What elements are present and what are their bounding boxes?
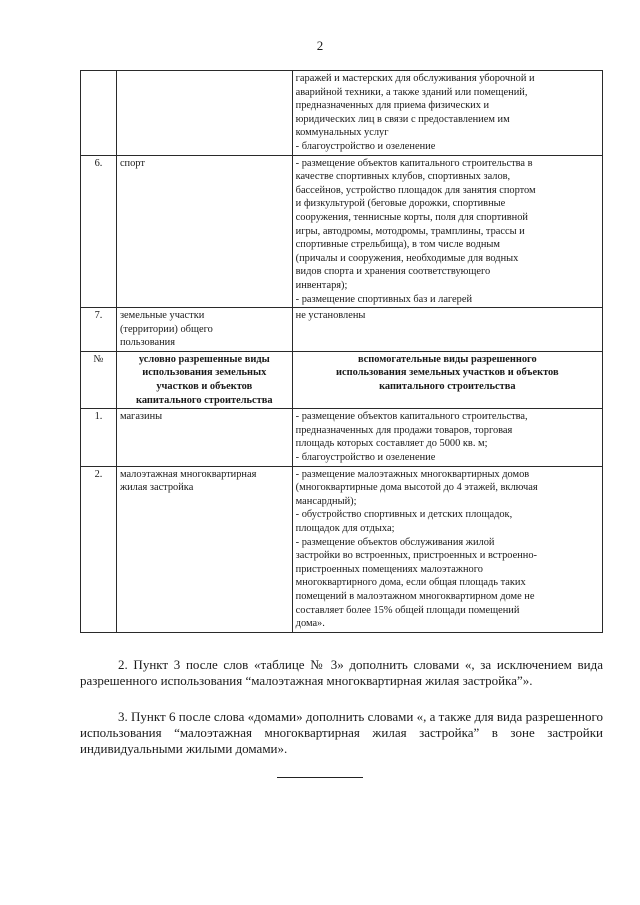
use-type-description-line: и физкультурой (беговые дорожки, спортивные: [295, 198, 506, 210]
use-type-name-line: условно разрешенные виды: [138, 353, 270, 365]
use-type-description-line: не установлены: [295, 310, 366, 322]
use-type-description-line: - размещение спортивных баз и лагерей: [295, 293, 473, 305]
use-type-name: [116, 466, 292, 632]
table-row: [81, 71, 603, 156]
use-type-description: [292, 351, 602, 408]
table-row: [81, 409, 603, 466]
use-type-description-line: юридических лиц в связи с предоставлением им: [295, 113, 510, 125]
use-type-description-line: качестве спортивных клубов, спортивных залов,: [295, 171, 511, 183]
use-type-description-line: спортивные стрельбища), в том числе водным: [295, 239, 500, 251]
use-type-description-line: капитального строительства: [379, 381, 516, 393]
use-type-description-line: - обустройство спортивных и детских площадок,: [295, 509, 513, 521]
use-type-description-line: сооружения, теннисные корты, поля для спортивной: [295, 211, 528, 223]
paragraph-3: [80, 709, 603, 757]
use-type-name-line: земельные участки: [119, 310, 205, 322]
use-type-description-line: многоквартирного дома, если общая площадь таких: [295, 577, 526, 589]
table-row: [81, 466, 603, 632]
use-type-description-line: - размещение объектов капитального строительства,: [295, 411, 528, 423]
use-type-description-line: предназначенных для приема физических и: [295, 100, 490, 112]
use-type-description: [292, 155, 602, 308]
use-type-description-line: - размещение объектов обслуживания жилой: [295, 536, 495, 548]
use-type-description-line: вспомогательные виды разрешенного: [357, 353, 537, 365]
row-number: 6.: [81, 155, 117, 308]
use-type-name: [116, 71, 292, 156]
use-type-name-line: жилая застройка: [119, 482, 194, 494]
row-number: 1.: [81, 409, 117, 466]
use-type-name: [116, 351, 292, 408]
page-number: 2: [316, 38, 324, 53]
use-type-name-line: малоэтажная многоквартирная: [119, 468, 257, 480]
use-type-name-line: магазины: [119, 411, 163, 423]
use-type-name-line: использования земельных: [142, 367, 267, 379]
use-type-description-line: - благоустройство и озеленение: [295, 452, 436, 464]
use-type-description-line: застройки во встроенных, пристроенных и встроенно-: [295, 550, 537, 562]
use-type-description: [292, 409, 602, 466]
use-type-description-line: помещений в малоэтажном многоквартирном доме не: [295, 590, 535, 602]
paragraph-2-text: 2. Пункт 3 после слов «таблице № 3» дополнить словами «, за исключением вида разрешенного использования “малоэтажная многоквартирная жилая застройка”».: [80, 657, 603, 688]
row-number: 2.: [81, 466, 117, 632]
use-type-name: [116, 155, 292, 308]
use-type-description-line: (многоквартирные дома высотой до 4 этажей, включая: [295, 482, 538, 494]
paragraph-2: [80, 657, 603, 689]
paragraph-3-text: 3. Пункт 6 после слова «домами» дополнить словами «, а также для вида разрешенного использования “малоэтажная многоквартирная жилая застройка” в зоне застройки индивидуальными жилыми домами».: [80, 709, 603, 756]
use-type-description-line: бассейнов, устройство площадок для занятия спортом: [295, 184, 536, 196]
use-type-name: [116, 308, 292, 352]
use-type-description-line: площадок для отдыха;: [295, 523, 395, 534]
use-type-name: [116, 409, 292, 466]
use-type-description: [292, 308, 602, 352]
use-type-description-line: - размещение объектов капитального строительства в: [295, 157, 533, 169]
use-type-description: [292, 71, 602, 156]
table-header-row: [81, 351, 603, 408]
use-type-description-line: инвентаря);: [295, 279, 348, 291]
separator-line: [277, 777, 363, 778]
use-type-description-line: аварийной техники, а также зданий или помещений,: [295, 86, 528, 98]
table-row: [81, 155, 603, 308]
use-type-description-line: - благоустройство и озеленение: [295, 140, 436, 152]
use-type-description-line: - размещение малоэтажных многоквартирных домов: [295, 468, 530, 480]
use-type-description-line: гаражей и мастерских для обслуживания уборочной и: [295, 73, 535, 84]
table-row: [81, 308, 603, 352]
row-number: 7.: [81, 308, 117, 352]
row-number: №: [81, 351, 117, 408]
use-type-description-line: использования земельных участков и объектов: [336, 367, 559, 379]
use-type-description-line: игры, автодромы, мотодромы, трамплины, трассы и: [295, 225, 525, 237]
use-type-description-line: дома».: [295, 618, 325, 630]
use-type-name-line: участков и объектов: [156, 381, 253, 393]
land-use-table: [80, 70, 603, 633]
use-type-description-line: коммунальных услуг: [295, 127, 389, 139]
use-type-description-line: мансардный);: [295, 495, 357, 507]
use-type-name-line: пользования: [119, 337, 176, 349]
use-type-name-line: (территории) общего: [119, 323, 213, 335]
use-type-description: [292, 466, 602, 632]
use-type-description-line: площадь которых составляет до 5000 кв. м;: [295, 438, 488, 450]
use-type-name-line: капитального строительства: [136, 394, 273, 406]
use-type-description-line: видов спорта и хранения соответствующего: [295, 266, 491, 278]
row-number: [81, 71, 117, 156]
use-type-description-line: пристроенных помещениях малоэтажного: [295, 563, 483, 575]
use-type-name-line: спорт: [119, 157, 145, 169]
use-type-description-line: (причалы и сооружения, необходимые для водных: [295, 252, 519, 264]
use-type-description-line: составляет более 15% общей площади помещений: [295, 604, 520, 616]
use-type-description-line: предназначенных для продажи товаров, торговая: [295, 424, 513, 436]
